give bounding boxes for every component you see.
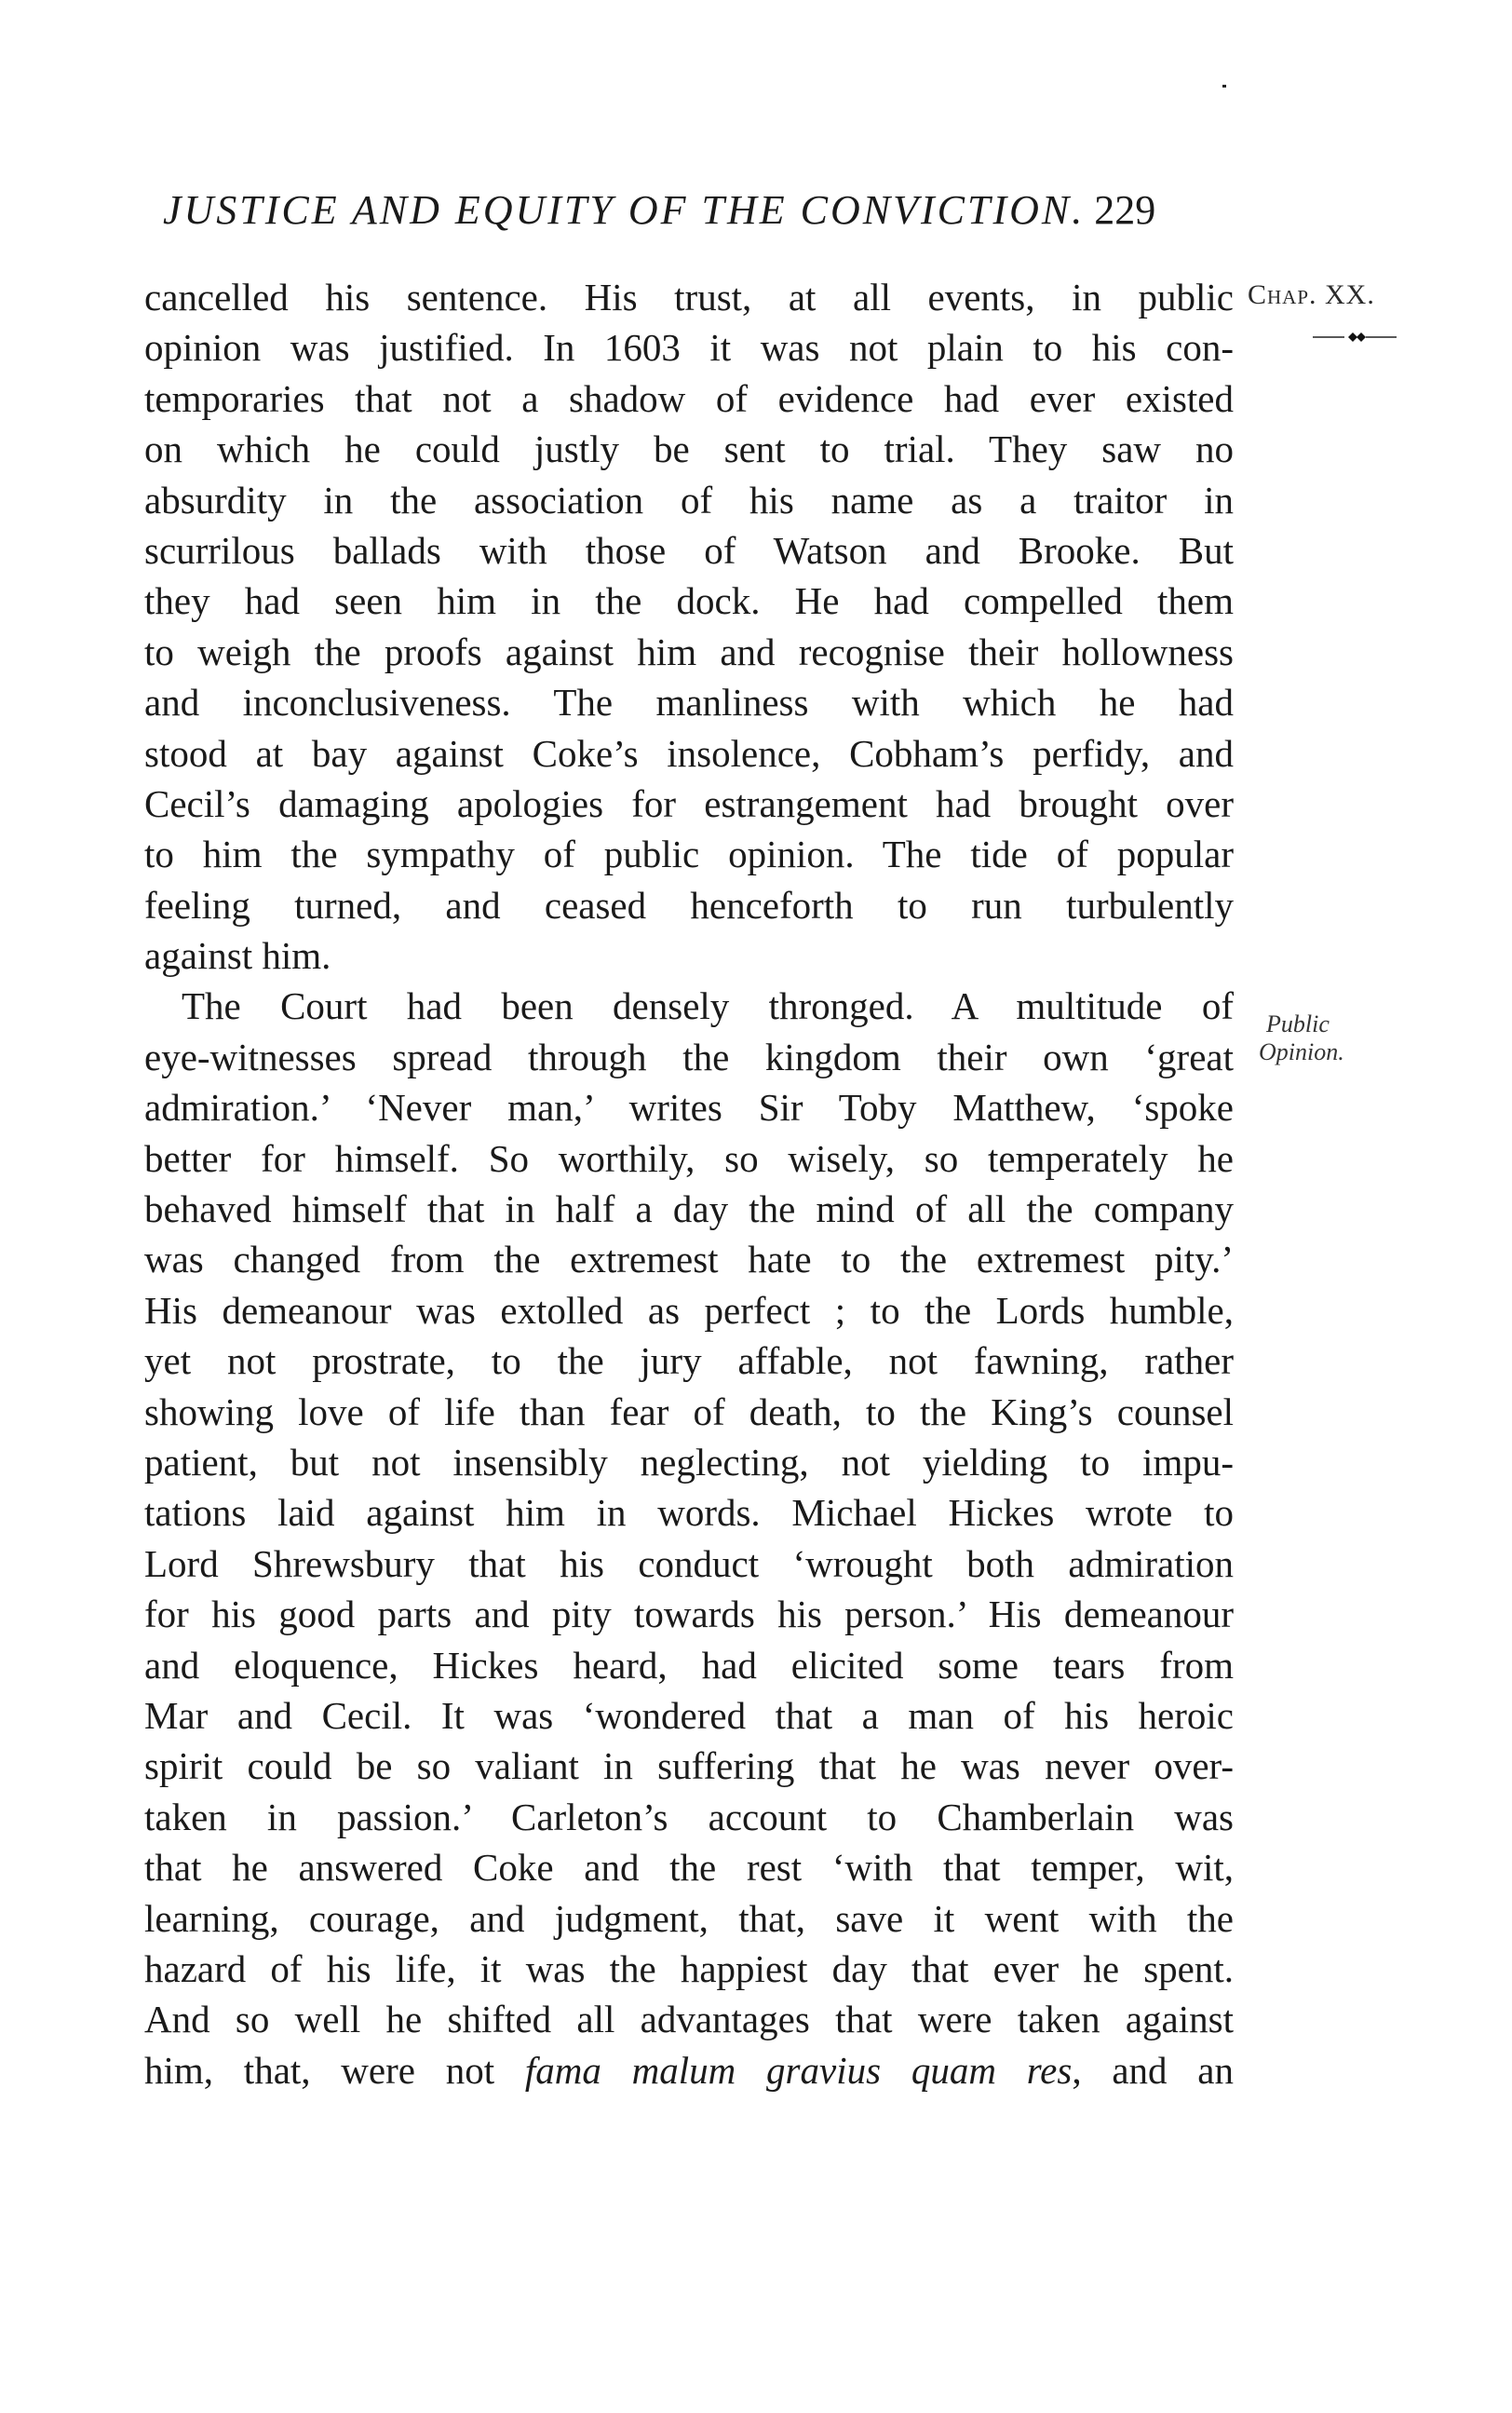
text-line: stood at bay against Coke’s insolence, Cobham’s perfidy, and <box>144 731 1234 775</box>
text-line: better for himself. So worthily, so wisely, so temperately he <box>144 1136 1234 1180</box>
text-line: His demeanour was extolled as perfect ; to the Lords humble, <box>144 1288 1234 1332</box>
text-line: to weigh the proofs against him and recognise their hollowness <box>144 630 1234 673</box>
text-line: hazard of his life, it was the happiest day that ever he spent. <box>144 1946 1234 1990</box>
text-line: behaved himself that in half a day the mind of all the company <box>144 1187 1234 1231</box>
latin-phrase: fama malum gravius quam res <box>524 2048 1073 2092</box>
text-line: Mar and Cecil. It was ‘wondered that a man of his heroic <box>144 1693 1234 1737</box>
diamond-rule-ornament-icon <box>1313 331 1397 344</box>
text-line: to him the sympathy of public opinion. The tide of popular <box>144 833 1234 876</box>
text-line-paragraph-start: The Court had been densely thronged. A multitude of <box>182 984 1234 1028</box>
print-speck <box>1222 85 1226 88</box>
text-line: eye-witnesses spread through the kingdom their own ‘great <box>144 1035 1234 1078</box>
text-line: and eloquence, Hickes heard, had elicited some tears from <box>144 1643 1234 1687</box>
text-line: yet not prostrate, to the jury affable, not fawning, rather <box>144 1339 1234 1383</box>
body-text <box>144 272 1234 2095</box>
text-line: learning, courage, and judgment, that, save it went with the <box>144 1896 1234 1940</box>
margin-chapter-label: Chap. XX. <box>1248 279 1375 310</box>
text-line: on which he could justly be sent to trial. They saw no <box>144 427 1234 471</box>
text-line: Lord Shrewsbury that his conduct ‘wrought both admiration <box>144 1541 1234 1585</box>
text-line: they had seen him in the dock. He had compelled them <box>144 579 1234 623</box>
margin-note-public-opinion <box>1259 1010 1344 1066</box>
text-line: was changed from the extremest hate to the extremest pity.’ <box>144 1238 1234 1281</box>
text-line: and inconclusiveness. The manliness with which he had <box>144 681 1234 725</box>
text-line-paragraph-end: against him. <box>144 934 331 978</box>
text-line: that he answered Coke and the rest ‘with that temper, wit, <box>144 1846 1234 1890</box>
text-line-with-latin <box>144 2045 1234 2095</box>
text-line: patient, but not insensibly neglecting, not yielding to impu- <box>144 1440 1234 1484</box>
text-line: absurdity in the association of his name as a traitor in <box>144 478 1234 522</box>
text-line: for his good parts and pity towards his person.’ His demeanour <box>144 1593 1234 1636</box>
text-line: spirit could be so valiant in suffering that he was never over- <box>144 1744 1234 1788</box>
text-line: feeling turned, and ceased henceforth to run turbulently <box>144 883 1234 927</box>
page-number: 229 <box>1094 187 1156 233</box>
margin-note-line: Public <box>1266 1010 1330 1037</box>
text-line: showing love of life than fear of death, to the King’s counsel <box>144 1390 1234 1433</box>
text-line: scurrilous ballads with those of Watson and Brooke. But <box>144 528 1234 572</box>
running-head-title: JUSTICE AND EQUITY OF THE CONVICTION. <box>163 187 1086 233</box>
text-line: Cecil’s damaging apologies for estrangement had brought over <box>144 781 1234 825</box>
text-line: opinion was justified. In 1603 it was not plain to his con- <box>144 326 1234 370</box>
text-line: And so well he shifted all advantages that were taken against <box>144 1998 1234 2041</box>
text-line: admiration.’ ‘Never man,’ writes Sir Toby Matthew, ‘spoke <box>144 1086 1234 1130</box>
running-head <box>163 183 1262 238</box>
text-segment: him, that, were not <box>144 2048 525 2092</box>
margin-note-line: Opinion. <box>1259 1038 1344 1065</box>
text-line: cancelled his sentence. His trust, at all events, in public <box>144 276 1234 319</box>
text-segment: , and an <box>1072 2048 1235 2092</box>
text-line: temporaries that not a shadow of evidence had ever existed <box>144 376 1234 420</box>
text-line: taken in passion.’ Carleton’s account to Chamberlain was <box>144 1795 1234 1838</box>
text-line: tations laid against him in words. Michael Hickes wrote to <box>144 1491 1234 1535</box>
